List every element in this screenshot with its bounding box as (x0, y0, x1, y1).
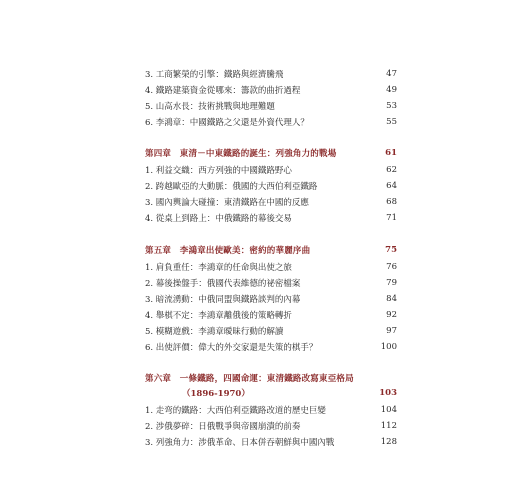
entry-page: 76 (386, 262, 397, 272)
toc-entry[interactable] (145, 276, 397, 290)
entry-page: 47 (386, 69, 397, 79)
entry-title: 3. 國內輿論大碰撞：東清鐵路在中國的反應 (145, 198, 309, 208)
entry-page: 62 (386, 165, 397, 175)
entry-page: 97 (386, 326, 397, 336)
entry-page: 71 (386, 213, 397, 223)
toc-entry[interactable] (145, 115, 397, 129)
entry-page: 79 (386, 278, 397, 288)
toc-entry[interactable] (145, 260, 397, 274)
chapter-title: 第四章 東清－中東鐵路的誕生：列強角力的戰場 (145, 149, 337, 159)
toc-entry[interactable] (145, 292, 397, 306)
chapter-heading[interactable] (145, 146, 397, 160)
chapter-heading[interactable] (145, 243, 397, 257)
toc-entry[interactable] (145, 340, 397, 354)
entry-page: 53 (386, 101, 397, 111)
toc-entry[interactable] (145, 324, 397, 338)
entry-title: 5. 模糊遊戲：李鴻章曖昧行動的解讀 (145, 327, 284, 337)
entry-title: 4. 從桌上到路上：中俄鐵路的幕後交易 (145, 214, 292, 224)
entry-title: 1. 利益交織：西方列強的中國鐵路野心 (145, 166, 292, 176)
toc-entry[interactable] (145, 308, 397, 322)
entry-title: 3. 暗流湧動：中俄同盟與鐵路談判的內幕 (145, 295, 301, 305)
chapter-title: 第五章 李鴻章出使歐美：密約的華麗序曲 (145, 246, 311, 256)
toc-entry[interactable] (145, 163, 397, 177)
toc-entry[interactable] (145, 419, 397, 433)
entry-title: 3. 列強角力：涉俄革命、日本併吞朝鮮與中國內戰 (145, 438, 335, 448)
entry-page: 64 (386, 181, 397, 191)
entry-page: 68 (386, 197, 397, 207)
entry-title: 2. 幕後操盤手：俄國代表維德的祕密檔案 (145, 279, 301, 289)
entry-title: 1. 肩負重任：李鴻章的任命與出使之旅 (145, 263, 292, 273)
entry-page: 92 (386, 310, 397, 320)
chapter-page: 103 (379, 388, 397, 398)
entry-page: 104 (380, 405, 397, 415)
entry-title: 2. 涉俄夢碎：日俄戰爭與帝國崩潰的前奏 (145, 422, 301, 432)
entry-title: 3. 工商繁榮的引擎：鐵路與經濟騰飛 (145, 70, 284, 80)
entry-title: 6. 李鴻章：中國鐵路之父還是外資代理人？ (145, 118, 309, 128)
toc-entry[interactable] (145, 195, 397, 209)
entry-title: 2. 跨越歐亞的大動脈：俄國的大西伯利亞鐵路 (145, 182, 318, 192)
toc-entry[interactable] (145, 67, 397, 81)
toc-entry[interactable] (145, 179, 397, 193)
entry-title: 4. 鐵路建築資金從哪來：籌款的曲折過程 (145, 86, 301, 96)
entry-page: 55 (386, 117, 397, 127)
entry-page: 84 (386, 294, 397, 304)
entry-page: 112 (380, 421, 397, 431)
entry-title: 6. 出使評價：偉大的外交家還是失策的棋手？ (145, 343, 318, 353)
chapter-years-line (145, 386, 397, 400)
entry-page: 49 (386, 85, 397, 95)
chapter-title: 第六章 一條鐵路，四國命運：東清鐵路改寫東亞格局 (145, 374, 354, 384)
toc-entry[interactable] (145, 83, 397, 97)
entry-title: 4. 舉棋不定：李鴻章離俄後的策略轉折 (145, 311, 292, 321)
chapter-page: 75 (385, 245, 397, 255)
entry-title: 1. 走弯的鐵路：大西伯利亞鐵路改道的歷史巨變 (145, 406, 326, 416)
toc-entry[interactable] (145, 435, 397, 449)
toc-entry[interactable] (145, 403, 397, 417)
entry-page: 100 (380, 342, 397, 352)
toc-entry[interactable] (145, 211, 397, 225)
toc-entry[interactable] (145, 99, 397, 113)
chapter-heading[interactable] (145, 371, 397, 385)
chapter-years: （1896-1970） (182, 389, 250, 399)
entry-title: 5. 山高水長：技術挑戰與地理難題 (145, 102, 275, 112)
chapter-page: 61 (385, 148, 397, 158)
entry-page: 128 (380, 437, 397, 447)
